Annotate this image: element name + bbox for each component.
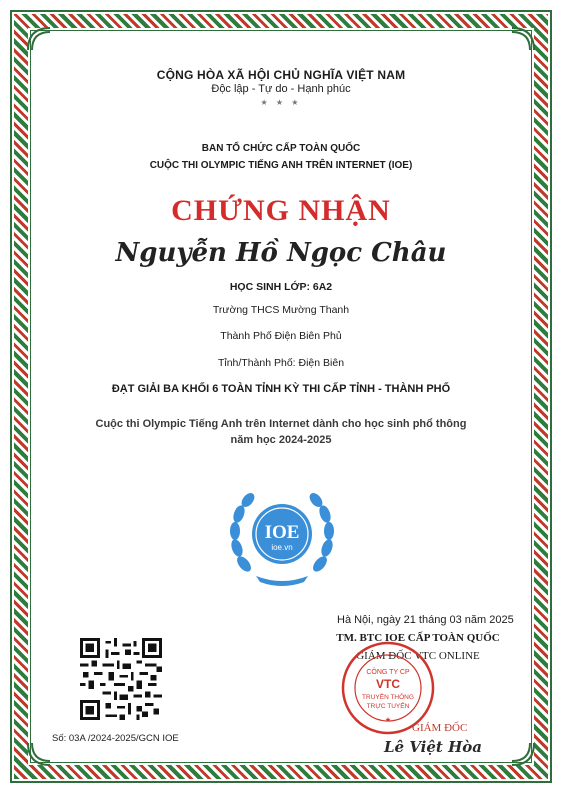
corner-ornament-icon (510, 741, 536, 767)
qr-code (80, 638, 162, 720)
certificate-title: CHỨNG NHẬN (171, 194, 391, 227)
organizer-line-1: BAN TỔ CHỨC CẤP TOÀN QUỐC (201, 143, 361, 154)
logo-main-text: IOE (264, 522, 300, 543)
school-year: năm học 2024-2025 (230, 434, 332, 446)
signatory-line-2: GIÁM ĐỐC VTC ONLINE (356, 650, 480, 662)
school-name: Trường THCS Mường Thanh (212, 304, 350, 316)
certificate-serial-number: Số: 03A /2024-2025/GCN IOE (52, 733, 179, 744)
organizer-line-2: CUỘC THI OLYMPIC TIẾNG ANH TRÊN INTERNET (IOE) (149, 160, 413, 171)
award-text: ĐẠT GIẢI BA KHỐI 6 TOÀN TỈNH KỲ THI CẤP TỈNH - THÀNH PHỐ (111, 383, 451, 395)
stamp-line-2: VTC (376, 677, 400, 691)
corner-ornament-icon (26, 26, 52, 52)
issue-date: Hà Nội, ngày 21 tháng 03 năm 2025 (337, 614, 514, 626)
national-motto: Độc lập - Tự do - Hạnh phúc (211, 83, 351, 95)
province-name: Tỉnh/Thành Phố: Điện Biên (217, 357, 345, 369)
student-name: Nguyễn Hồ Ngọc Châu (115, 238, 447, 268)
nation-heading: CỘNG HÒA XÃ HỘI CHỦ NGHĨA VIỆT NAM (156, 68, 406, 82)
director-title: GIÁM ĐỐC (412, 722, 468, 734)
corner-ornament-icon (26, 741, 52, 767)
logo-sub-text: ioe.vn (271, 543, 293, 552)
stamp-line-4: TRỰC TUYẾN (366, 703, 410, 710)
stamp-line-3: TRUYỀN THÔNG (362, 694, 414, 701)
student-class: HỌC SINH LỚP: 6A2 (229, 281, 333, 293)
stars-divider: ★ ★ ★ (260, 98, 302, 107)
contest-description: Cuộc thi Olympic Tiếng Anh trên Internet dành cho học sinh phổ thông (95, 418, 467, 430)
signatory-line-1: TM. BTC IOE CẤP TOÀN QUỐC (336, 632, 500, 644)
city-name: Thành Phố Điện Biên Phủ (220, 330, 342, 342)
svg-text:★: ★ (384, 717, 392, 724)
signer-name: Lê Việt Hòa (384, 738, 482, 756)
ioe-logo (226, 486, 338, 588)
corner-ornament-icon (510, 26, 536, 52)
stamp-line-1: CÔNG TY CP (366, 669, 410, 676)
